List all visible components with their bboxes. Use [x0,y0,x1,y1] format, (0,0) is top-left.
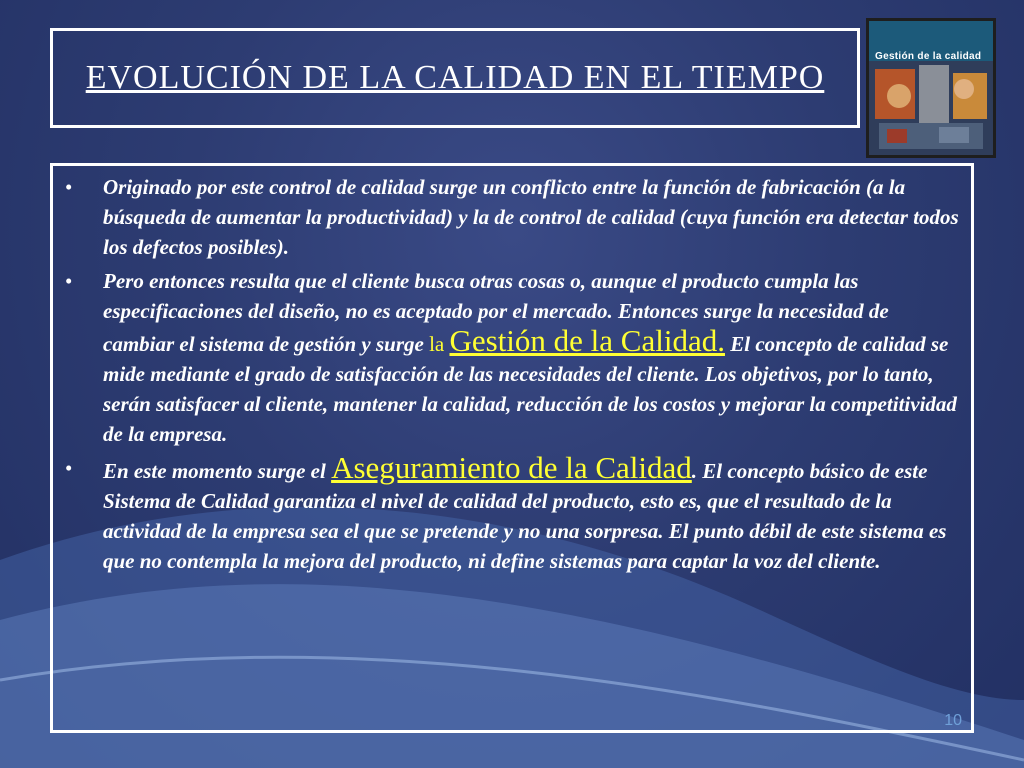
bullet-text: El concepto de calidad se mide mediante el grado de satisfacción de las necesidades del cliente. Los objetivos, por lo tanto, serán satisfacer al cliente, mantener la calidad, reducción de los costos y mejorar la competitividad de la empresa. [103,332,957,446]
bullet-text: Pero entonces resulta que el cliente busca otras cosas o, aunque el producto cumpla las especificaciones del diseño, no es aceptado por el mercado. Entonces surge la necesidad de cambiar el sistema de gestión y surge [103,269,889,356]
list-item [65,266,965,449]
bullet-article: la [429,332,445,356]
highlight-aseguramiento-calidad: Aseguramiento de la Calidad [331,450,692,485]
book-cover-image [866,18,996,158]
highlight-gestion-calidad: Gestión de la Calidad. [449,323,725,358]
bullet-text: En este momento surge el [103,459,332,483]
bullet-list [65,172,965,580]
bullet-marker: • [65,175,73,199]
list-item [65,172,965,262]
page-number: 10 [944,712,962,729]
book-title-label: Gestión de la calidad [875,51,982,62]
title-box [50,28,860,128]
list-item [65,450,965,576]
bullet-marker: • [65,269,73,293]
bullet-marker: • [65,456,73,480]
slide-title: EVOLUCIÓN DE LA CALIDAD EN EL TIEMPO [85,59,825,96]
bullet-text: . El concepto básico de este Sistema de Calidad garantiza el nivel de calidad del producto, esto es, que el resultado de la actividad de la empresa sea el que se pretende y no una sorpresa. El punto débil de este sistema es que no contempla la mejora del producto, ni define sistemas para captar la voz del cliente. [103,459,947,573]
book-cover-art [869,21,993,155]
bullet-text: Originado por este control de calidad surge un conflicto entre la función de fabricación (a la búsqueda de aumentar la productividad) y la de control de calidad (cuya función era detectar todos los defectos posibles). [103,175,959,259]
content-box [50,163,974,733]
